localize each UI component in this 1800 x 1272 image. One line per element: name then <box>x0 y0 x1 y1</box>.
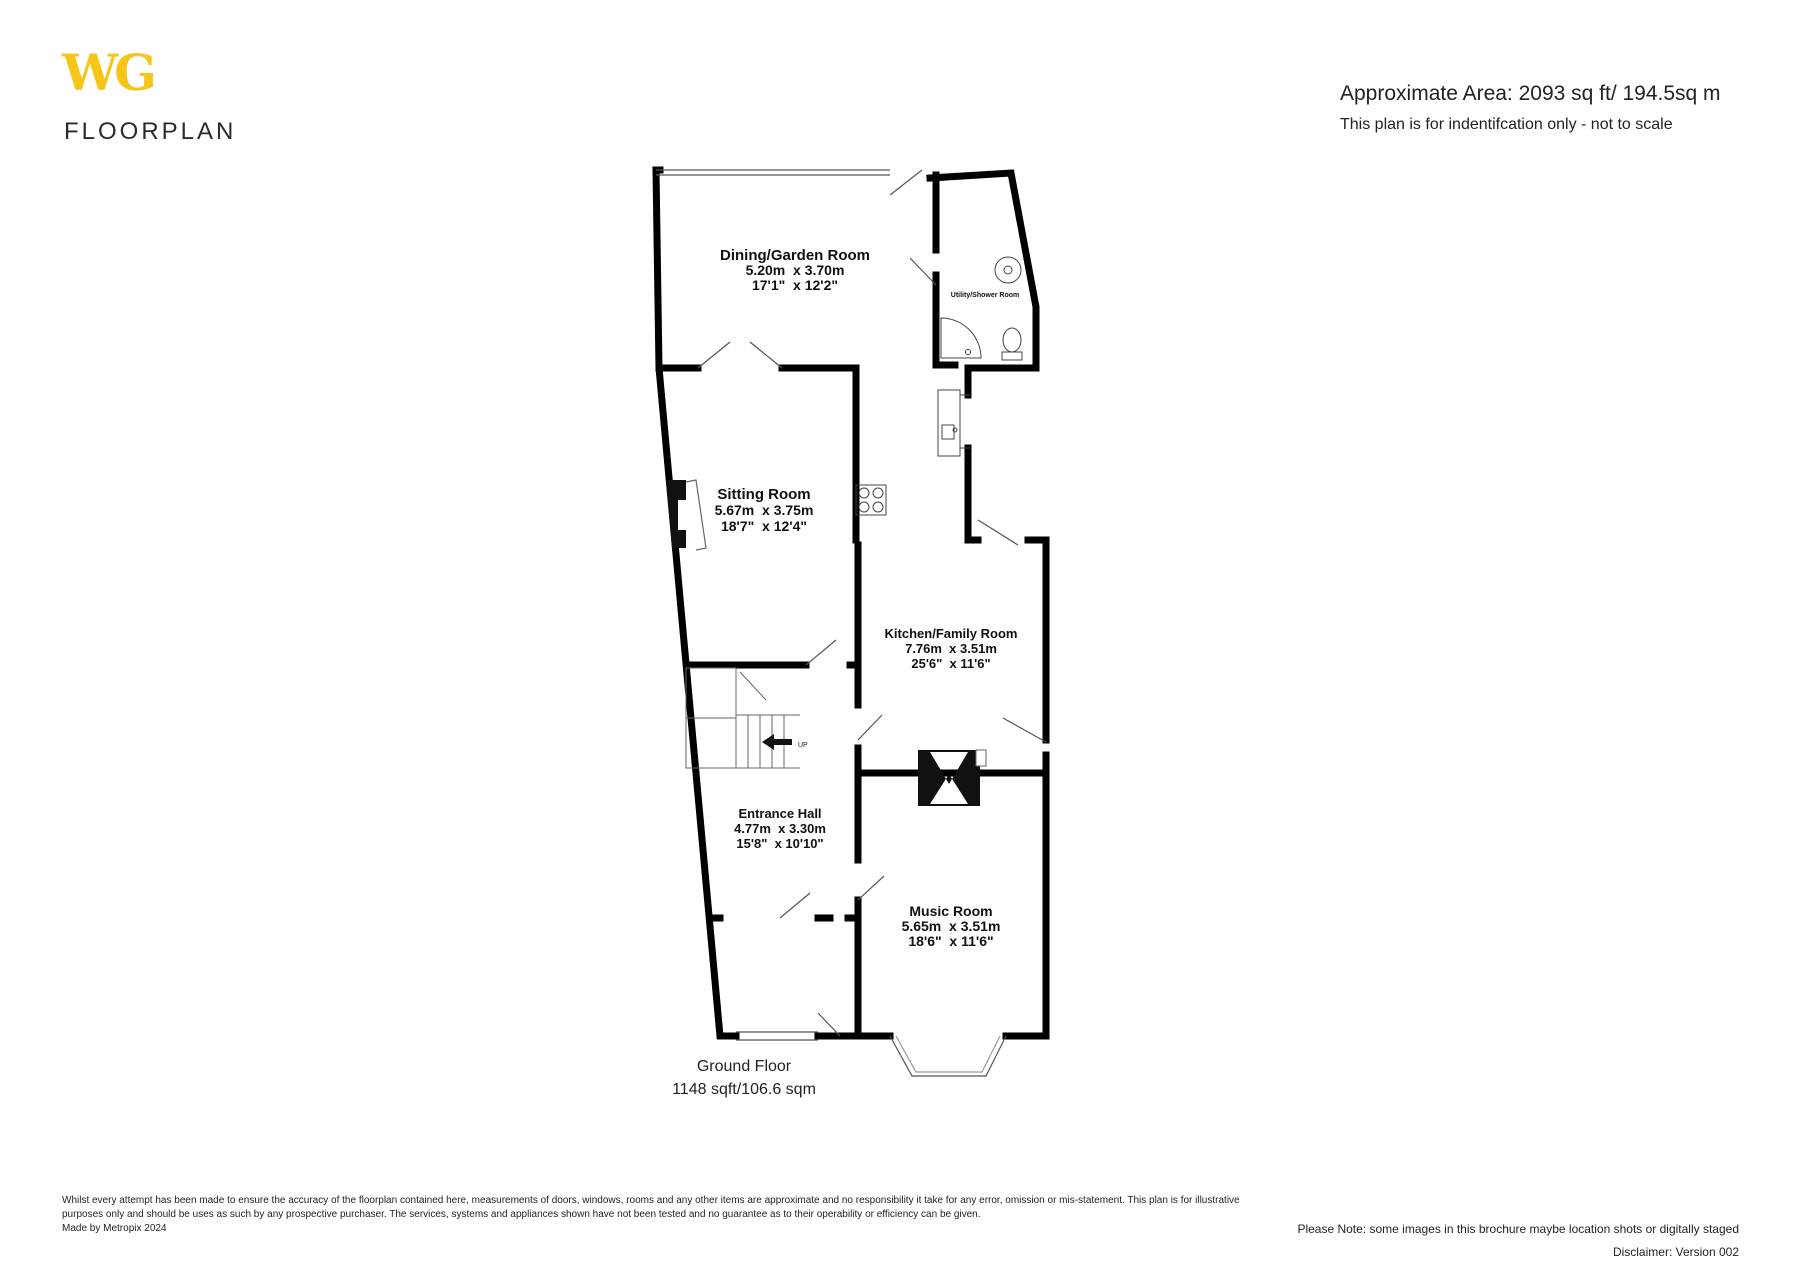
floor-name: Ground Floor <box>696 1058 792 1075</box>
dining-door-right <box>750 342 782 368</box>
kitchen-side-door <box>1003 718 1046 742</box>
basin-icon <box>995 257 1021 283</box>
sitting-door <box>806 640 836 665</box>
hall-room-name: Entrance Hall <box>738 806 822 821</box>
footer-disclaimer <box>62 1194 1252 1236</box>
logo-subtitle: FLOORPLAN <box>64 118 237 145</box>
dining-side-door <box>890 170 922 195</box>
toilet-icon <box>1002 328 1022 360</box>
disclaimer-text: Whilst every attempt has been made to ensure the accuracy of the floorplan contained here, measurements of doors, windows, rooms and any other items are approximate and no responsibility it take for any error, omission or mis-statement. This plan is for illustrative purposes only and should be uses as such by any prospective purchaser. The services, systems and appliances shown have not been tested and no guarantee as to their operability or efficiency can be given. <box>62 1195 1240 1220</box>
music-room-imperial: 18'6" x 11'6" <box>908 933 994 949</box>
hall-room-metric: 4.77m x 3.30m <box>734 821 826 836</box>
sitting-room-name: Sitting Room <box>717 486 811 503</box>
logo-mark: WG <box>62 43 153 102</box>
kitchen-room-name: Kitchen/Family Room <box>884 626 1018 641</box>
left-outer-wall <box>656 170 736 1036</box>
dining-room-imperial: 17'1" x 12'2" <box>751 277 839 293</box>
dining-door-left <box>698 342 730 368</box>
hall-room-imperial: 15'8" x 10'10" <box>736 836 824 851</box>
dining-room-metric: 5.20m x 3.70m <box>745 262 845 278</box>
kitchen-fireplace <box>918 750 980 806</box>
images-note: Please Note: some images in this brochure maybe location shots or digitally staged <box>1297 1222 1739 1236</box>
sitting-hearth <box>686 480 706 550</box>
utility-walls <box>930 173 1036 368</box>
disclaimer-version: Disclaimer: Version 002 <box>1612 1245 1739 1259</box>
stair-arrow-icon <box>762 734 792 750</box>
sitting-fireplace <box>666 480 686 548</box>
scale-note: This plan is for indentifcation only - not to scale <box>1340 116 1673 133</box>
kitchen-back-door <box>978 520 1018 545</box>
sitting-room-metric: 5.67m x 3.75m <box>714 502 814 518</box>
shower-icon <box>941 318 981 358</box>
made-by: Made by Metropix 2024 <box>62 1223 167 1234</box>
approximate-area: Approximate Area: 2093 sq ft/ 194.5sq m <box>1340 82 1721 105</box>
stairs-up-label: UP <box>798 742 808 749</box>
utility-door <box>910 258 936 285</box>
kitchen-room-metric: 7.76m x 3.51m <box>905 641 997 656</box>
hob-icon <box>856 485 886 515</box>
porch-door <box>780 893 810 918</box>
utility-room-name: Utility/Shower Room <box>950 292 1020 299</box>
staircase <box>686 668 800 768</box>
floor-area: 1148 sqft/106.6 sqm <box>672 1081 816 1098</box>
kitchen-room-imperial: 25'6" x 11'6" <box>911 656 991 671</box>
music-room-metric: 5.65m x 3.51m <box>901 918 1001 934</box>
hall-music-door <box>858 876 884 900</box>
music-room-name: Music Room <box>909 903 993 919</box>
hall-kitchen-door <box>858 715 882 740</box>
dining-room-name: Dining/Garden Room <box>720 247 870 264</box>
sitting-room-imperial: 18'7" x 12'4" <box>720 518 808 534</box>
